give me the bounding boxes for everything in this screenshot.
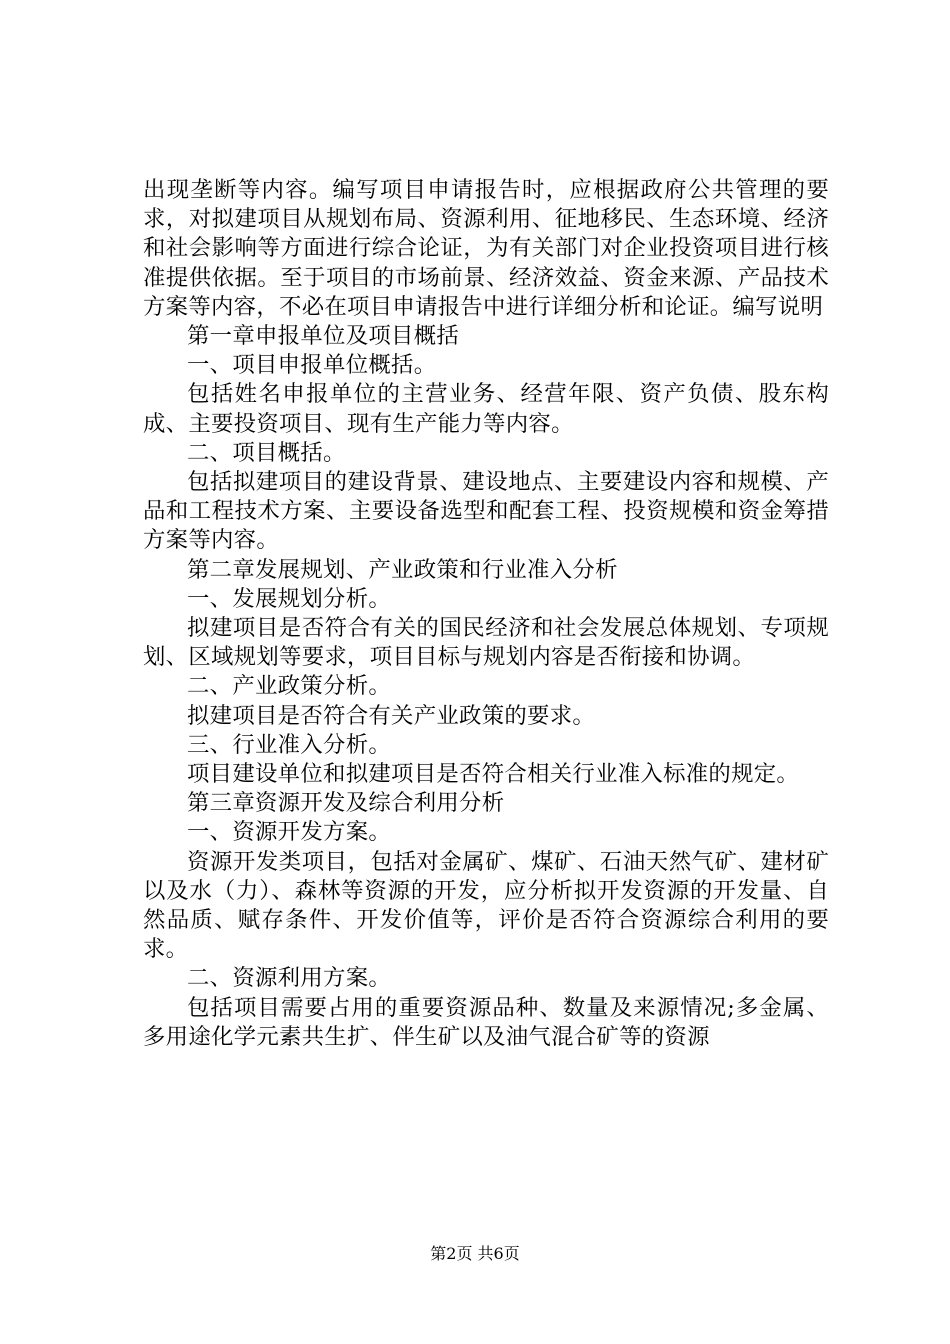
paragraph: 出现垄断等内容。编写项目申请报告时，应根据政府公共管理的要求，对拟建项目从规划布局、资源利用、征地移民、生态环境、经济和社会影响等方面进行综合论证，为有关部门对企业投资项目进行核准提供依据。至于项目的市场前景、经济效益、资金来源、产品技术方案等内容，不必在项目申请报告中进行详细分析和论证。编写说明	[143, 177, 829, 320]
paragraph: 包括项目需要占用的重要资源品种、数量及来源情况;多金属、多用途化学元素共生扩、伴生矿以及油气混合矿等的资源	[143, 994, 829, 1050]
section-heading: 三、行业准入分析。	[187, 731, 392, 758]
chapter-heading: 第一章申报单位及项目概括	[187, 323, 460, 350]
section-heading: 一、资源开发方案。	[187, 819, 392, 846]
paragraph: 项目建设单位和拟建项目是否符合相关行业准入标准的规定。	[187, 761, 800, 788]
paragraph: 包括拟建项目的建设背景、建设地点、主要建设内容和规模、产品和工程技术方案、主要设备选型和配套工程、投资规模和资金筹措方案等内容。	[143, 469, 829, 554]
section-heading: 一、发展规划分析。	[187, 585, 392, 612]
section-heading: 一、项目申报单位概括。	[187, 352, 437, 379]
section-heading: 二、产业政策分析。	[187, 673, 392, 700]
section-heading: 二、资源利用方案。	[187, 965, 392, 992]
chapter-heading: 第三章资源开发及综合利用分析	[187, 790, 505, 817]
paragraph: 拟建项目是否符合有关的国民经济和社会发展总体规划、专项规划、区域规划等要求，项目目标与规划内容是否衔接和协调。	[143, 615, 829, 671]
paragraph: 资源开发类项目，包括对金属矿、煤矿、石油天然气矿、建材矿以及水（力）、森林等资源的开发，应分析拟开发资源的开发量、自然品质、赋存条件、开发价值等，评价是否符合资源综合利用的要求。	[143, 848, 829, 963]
section-heading: 二、项目概括。	[187, 439, 346, 466]
paragraph: 包括姓名申报单位的主营业务、经营年限、资产负债、股东构成、主要投资项目、现有生产能力等内容。	[143, 381, 829, 437]
chapter-heading: 第二章发展规划、产业政策和行业准入分析	[187, 556, 618, 583]
page-number-label: 第2页 共6页	[430, 1244, 520, 1263]
paragraph: 拟建项目是否符合有关产业政策的要求。	[187, 702, 596, 729]
document-body	[143, 176, 829, 1052]
page-footer	[0, 1244, 950, 1264]
